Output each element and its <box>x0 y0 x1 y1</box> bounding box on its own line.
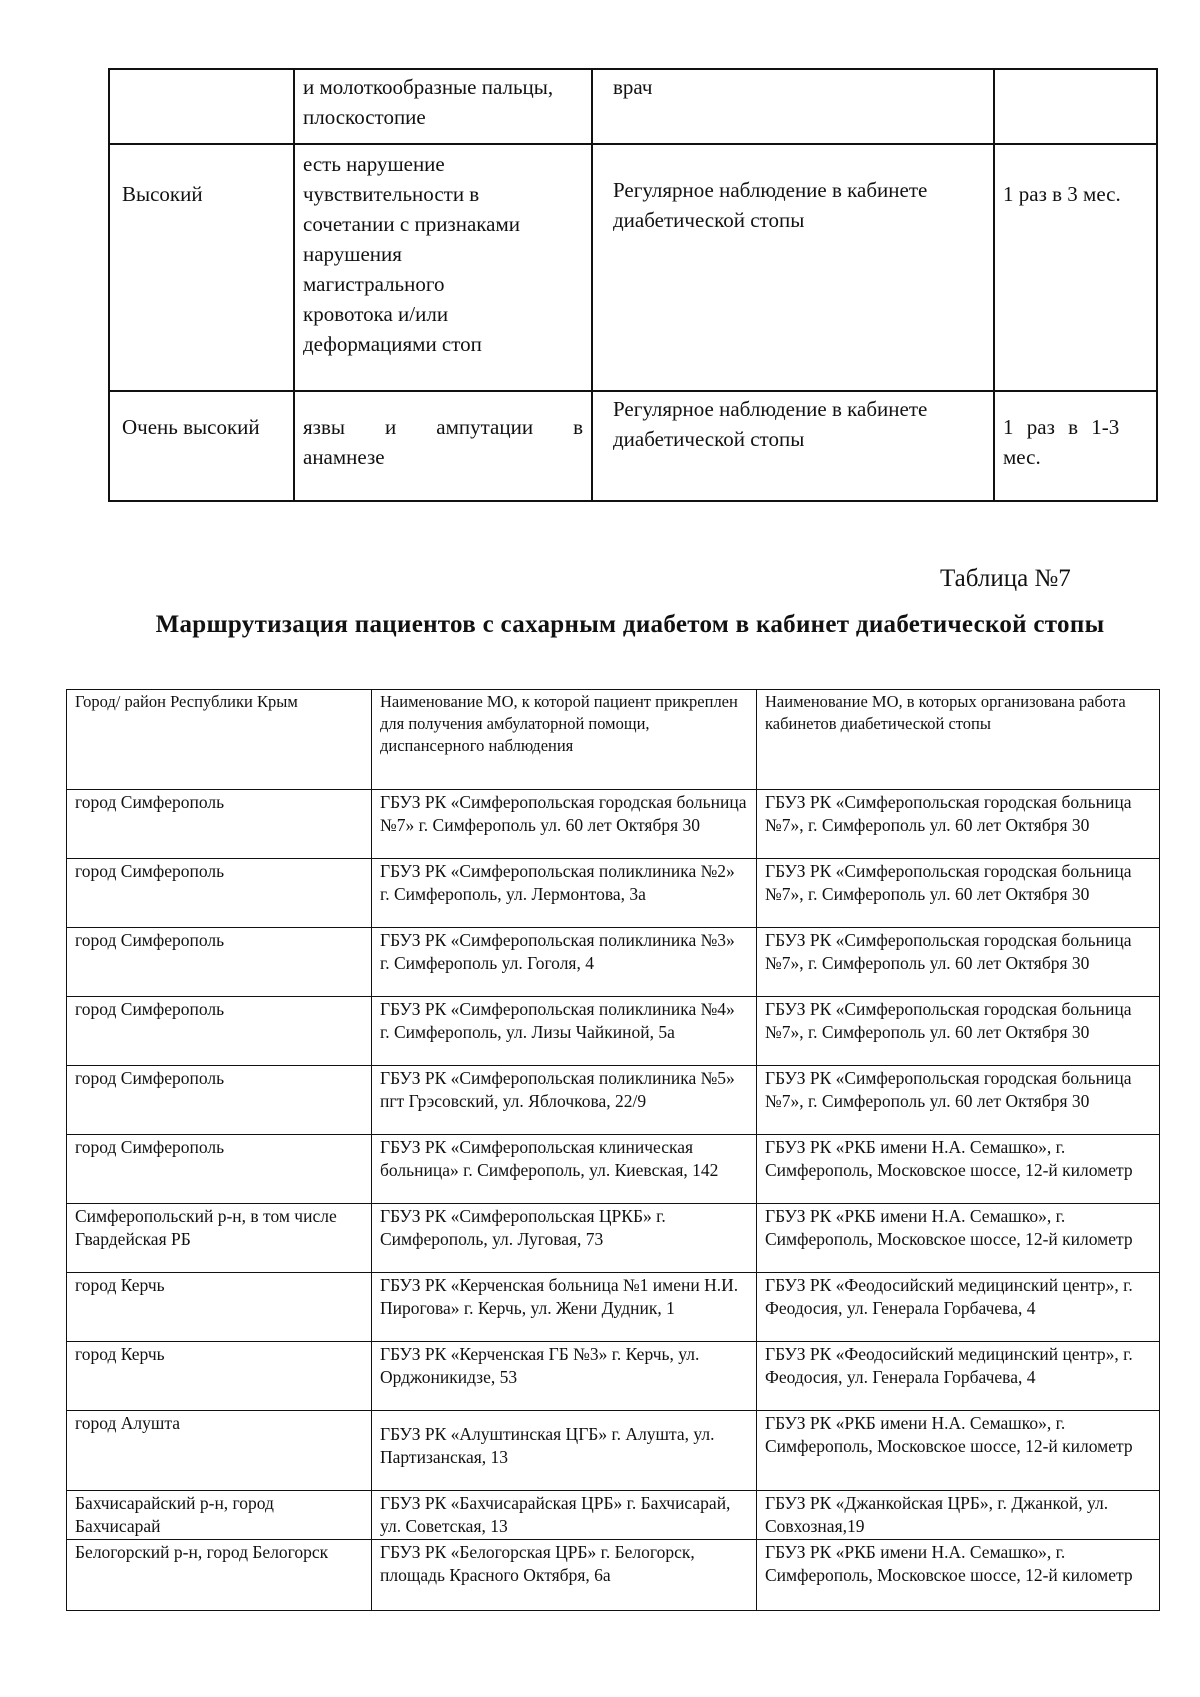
region-cell: город Симферополь <box>67 859 372 928</box>
table-row <box>67 1491 1160 1540</box>
header-region: Город/ район Республики Крым <box>67 690 372 790</box>
attached-mo-cell: ГБУЗ РК «Симферопольская поликлиника №3» г. Симферополь ул. Гоголя, 4 <box>372 928 757 997</box>
table-row <box>67 1204 1160 1273</box>
region-cell: город Симферополь <box>67 997 372 1066</box>
region-cell: Белогорский р-н, город Белогорск <box>67 1540 372 1611</box>
risk-table <box>108 68 1158 502</box>
risk-criteria: есть нарушение чувствительности в сочетании с признаками нарушения магистрального кровотока и/или деформациями стоп <box>294 144 592 391</box>
attached-mo-cell: ГБУЗ РК «Белогорская ЦРБ» г. Белогорск, площадь Красного Октября, 6а <box>372 1540 757 1611</box>
table-number-label: Таблица №7 <box>940 565 1071 592</box>
attached-mo-cell: ГБУЗ РК «Керченская ГБ №3» г. Керчь, ул. Орджоникидзе, 53 <box>372 1342 757 1411</box>
table-row <box>67 1342 1160 1411</box>
clinic-mo-cell: ГБУЗ РК «Феодосийский медицинский центр», г. Феодосия, ул. Генерала Горбачева, 4 <box>757 1342 1160 1411</box>
header-attached-mo: Наименование МО, к которой пациент прикреплен для получения амбулаторной помощи, диспансерного наблюдения <box>372 690 757 790</box>
attached-mo-cell: ГБУЗ РК «Керченская больница №1 имени Н.И. Пирогова» г. Керчь, ул. Жени Дудник, 1 <box>372 1273 757 1342</box>
risk-row <box>109 391 1157 501</box>
risk-criteria: язвы и ампутации в анамнезе <box>294 391 592 501</box>
header-clinic-mo: Наименование МО, в которых организована работа кабинетов диабетической стопы <box>757 690 1160 790</box>
clinic-mo-cell: ГБУЗ РК «Симферопольская городская больница №7», г. Симферополь ул. 60 лет Октября 30 <box>757 997 1160 1066</box>
risk-level: Очень высокий <box>109 391 294 501</box>
risk-level <box>109 69 294 144</box>
attached-mo-cell: ГБУЗ РК «Симферопольская клиническая больница» г. Симферополь, ул. Киевская, 142 <box>372 1135 757 1204</box>
clinic-mo-cell: ГБУЗ РК «Симферопольская городская больница №7», г. Симферополь ул. 60 лет Октября 30 <box>757 928 1160 997</box>
risk-action: Регулярное наблюдение в кабинете диабетической стопы <box>592 391 994 501</box>
risk-frequency: 1 раз в 3 мес. <box>994 144 1157 391</box>
table-row <box>67 1540 1160 1611</box>
attached-mo-cell: ГБУЗ РК «Алуштинская ЦГБ» г. Алушта, ул. Партизанская, 13 <box>372 1411 757 1491</box>
clinic-mo-cell: ГБУЗ РК «РКБ имени Н.А. Семашко», г. Симферополь, Московское шоссе, 12-й километр <box>757 1135 1160 1204</box>
clinic-mo-cell: ГБУЗ РК «Симферопольская городская больница №7», г. Симферополь ул. 60 лет Октября 30 <box>757 859 1160 928</box>
table-row <box>67 1135 1160 1204</box>
region-cell: Бахчисарайский р-н, город Бахчисарай <box>67 1491 372 1540</box>
clinic-mo-cell: ГБУЗ РК «РКБ имени Н.А. Семашко», г. Симферополь, Московское шоссе, 12-й километр <box>757 1411 1160 1491</box>
clinic-mo-cell: ГБУЗ РК «Феодосийский медицинский центр», г. Феодосия, ул. Генерала Горбачева, 4 <box>757 1273 1160 1342</box>
region-cell: город Керчь <box>67 1342 372 1411</box>
table-row <box>67 1273 1160 1342</box>
table-row <box>67 1066 1160 1135</box>
table-row <box>67 928 1160 997</box>
region-cell: город Симферополь <box>67 790 372 859</box>
risk-level: Высокий <box>109 144 294 391</box>
header-row <box>67 690 1160 790</box>
table-row <box>67 790 1160 859</box>
risk-criteria: и молоткообразные пальцы, плоскостопие <box>294 69 592 144</box>
risk-frequency <box>994 69 1157 144</box>
region-cell: город Симферополь <box>67 928 372 997</box>
risk-row <box>109 144 1157 391</box>
risk-row <box>109 69 1157 144</box>
attached-mo-cell: ГБУЗ РК «Симферопольская поликлиника №4» г. Симферополь, ул. Лизы Чайкиной, 5а <box>372 997 757 1066</box>
region-cell: Симферопольский р-н, в том числе Гвардейская РБ <box>67 1204 372 1273</box>
routing-table <box>66 689 1160 1611</box>
table-row <box>67 1411 1160 1491</box>
region-cell: город Керчь <box>67 1273 372 1342</box>
attached-mo-cell: ГБУЗ РК «Симферопольская поликлиника №5» пгт Грэсовский, ул. Яблочкова, 22/9 <box>372 1066 757 1135</box>
region-cell: город Алушта <box>67 1411 372 1491</box>
region-cell: город Симферополь <box>67 1135 372 1204</box>
attached-mo-cell: ГБУЗ РК «Симферопольская ЦРКБ» г. Симферополь, ул. Луговая, 73 <box>372 1204 757 1273</box>
clinic-mo-cell: ГБУЗ РК «Симферопольская городская больница №7», г. Симферополь ул. 60 лет Октября 30 <box>757 790 1160 859</box>
risk-action: Регулярное наблюдение в кабинете диабетической стопы <box>592 144 994 391</box>
clinic-mo-cell: ГБУЗ РК «Джанкойская ЦРБ», г. Джанкой, ул. Совхозная,19 <box>757 1491 1160 1540</box>
clinic-mo-cell: ГБУЗ РК «Симферопольская городская больница №7», г. Симферополь ул. 60 лет Октября 30 <box>757 1066 1160 1135</box>
clinic-mo-cell: ГБУЗ РК «РКБ имени Н.А. Семашко», г. Симферополь, Московское шоссе, 12-й километр <box>757 1540 1160 1611</box>
region-cell: город Симферополь <box>67 1066 372 1135</box>
table-row <box>67 859 1160 928</box>
risk-frequency: 1 раз в 1-3 мес. <box>994 391 1157 501</box>
attached-mo-cell: ГБУЗ РК «Симферопольская городская больница №7» г. Симферополь ул. 60 лет Октября 30 <box>372 790 757 859</box>
clinic-mo-cell: ГБУЗ РК «РКБ имени Н.А. Семашко», г. Симферополь, Московское шоссе, 12-й километр <box>757 1204 1160 1273</box>
attached-mo-cell: ГБУЗ РК «Бахчисарайская ЦРБ» г. Бахчисарай, ул. Советская, 13 <box>372 1491 757 1540</box>
attached-mo-cell: ГБУЗ РК «Симферопольская поликлиника №2» г. Симферополь, ул. Лермонтова, 3а <box>372 859 757 928</box>
risk-action: врач <box>592 69 994 144</box>
table-row <box>67 997 1160 1066</box>
table-title: Маршрутизация пациентов с сахарным диабетом в кабинет диабетической стопы <box>155 611 1105 638</box>
